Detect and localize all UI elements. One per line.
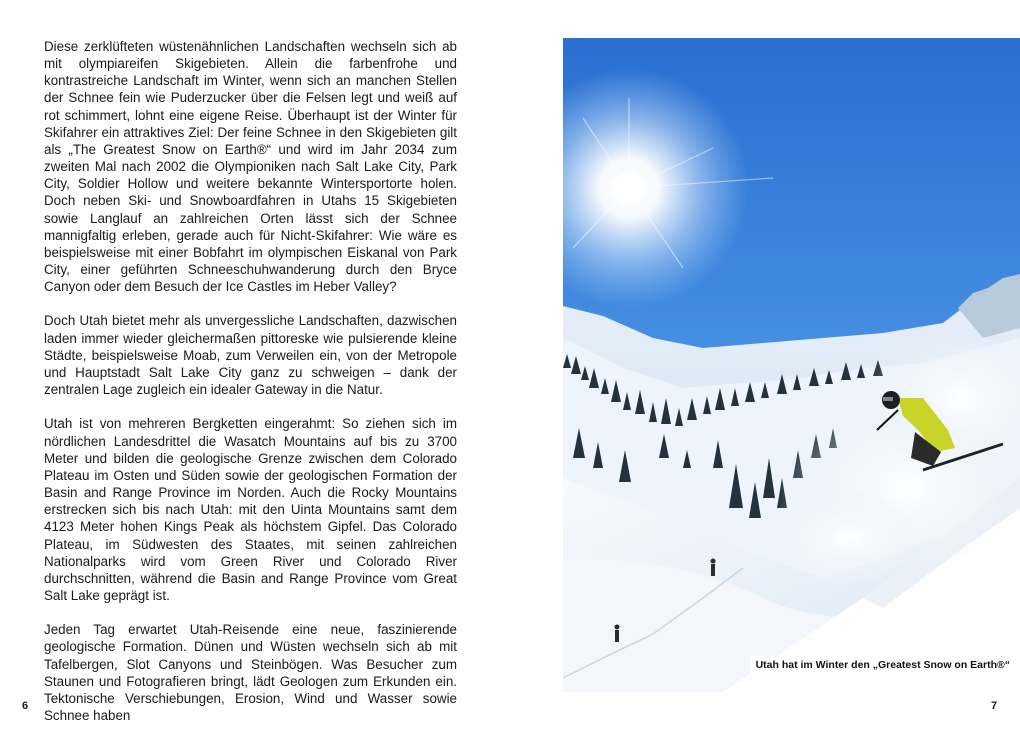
- paragraph-1: Diese zerklüfteten wüstenähnlichen Landschaften wechseln sich ab mit olympiareifen Skigebieten. Allein die farbenfrohe und kontrastreiche Landschaft im Winter, wenn sich an manchen Stellen der Schnee fein wie Puderzucker über die Felsen legt und weiß auf rot schimmert, lohnt eine eigene Reise. Überhaupt ist der Winter für Skifahrer ein attraktives Ziel: Der feine Schnee in den Skigebieten gilt als „The Greatest Snow on Earth®“ und wird im Jahr 2034 zum zweiten Mal nach 2002 die Olympioniken nach Salt Lake City, Park City, Soldier Hollow und weitere bekannte Wintersportorte holen. Doch neben Ski- und Snowboardfahren in Utahs 15 Skigebieten sowie Langlauf an zahlreichen Orten lässt sich der Schnee mannigfaltig erleben, gerade auch für Nicht-Skifahrer: Wie wäre es beispielsweise mit einer Bobfahrt im olympischen Eiskanal von Park City, einer geführten Schneeschuhwanderung durch den Bryce Canyon oder dem Besuch der Ice Castles im Heber Valley?: [44, 39, 457, 295]
- page-number-left: 6: [22, 700, 29, 712]
- left-page: [0, 0, 510, 732]
- paragraph-2: Doch Utah bietet mehr als unvergessliche Landschaften, dazwischen laden immer wieder gleichermaßen pittoreske wie pulsierende kleine Städte, beispielsweise Moab, zum Verweilen ein, von der Metropole und Hauptstadt Salt Lake City ganz zu schweigen – dank der zentralen Lage zugleich ein idealer Gateway in die Natur.: [44, 313, 457, 398]
- paragraph-4: Jeden Tag erwartet Utah-Reisende eine neue, faszinierende geologische Formation. Dünen und Wüsten wechseln sich ab mit Tafelbergen, Slot Canyons und Steinbögen. Was Besucher zum Staunen und Fotografieren bringt, lädt Geologen zum Erkunden ein. Tektonische Verschiebungen, Erosion, Wind und Wasser sowie Schnee haben: [44, 622, 457, 724]
- paragraph-3: Utah ist von mehreren Bergketten eingerahmt: So ziehen sich im nördlichen Landesdrittel die Wasatch Mountains auf bis zu 3700 Meter und bilden die geologische Grenze zwischen dem Colorado Plateau im Osten und Süden sowie der geologischen Formation der Basin and Range Province im Norden. Auch die Rocky Mountains erstrecken sich bis nach Utah: mit den Uinta Mountains samt dem 4123 Meter hohen Kings Peak als höchstem Gipfel. Das Colorado Plateau, im Südwesten des Staates, mit seinen zahlreichen Nationalparks wird vom Green River und Colorado River durchschnitten, während die Basin and Range Province vom Great Salt Lake geprägt ist.: [44, 416, 457, 603]
- page-number-right: 7: [991, 700, 998, 712]
- ski-photo: [563, 38, 1020, 692]
- right-page: [510, 0, 1020, 732]
- body-text: [44, 38, 457, 741]
- photo-caption: Utah hat im Winter den „Greatest Snow on Earth®“: [750, 656, 1020, 674]
